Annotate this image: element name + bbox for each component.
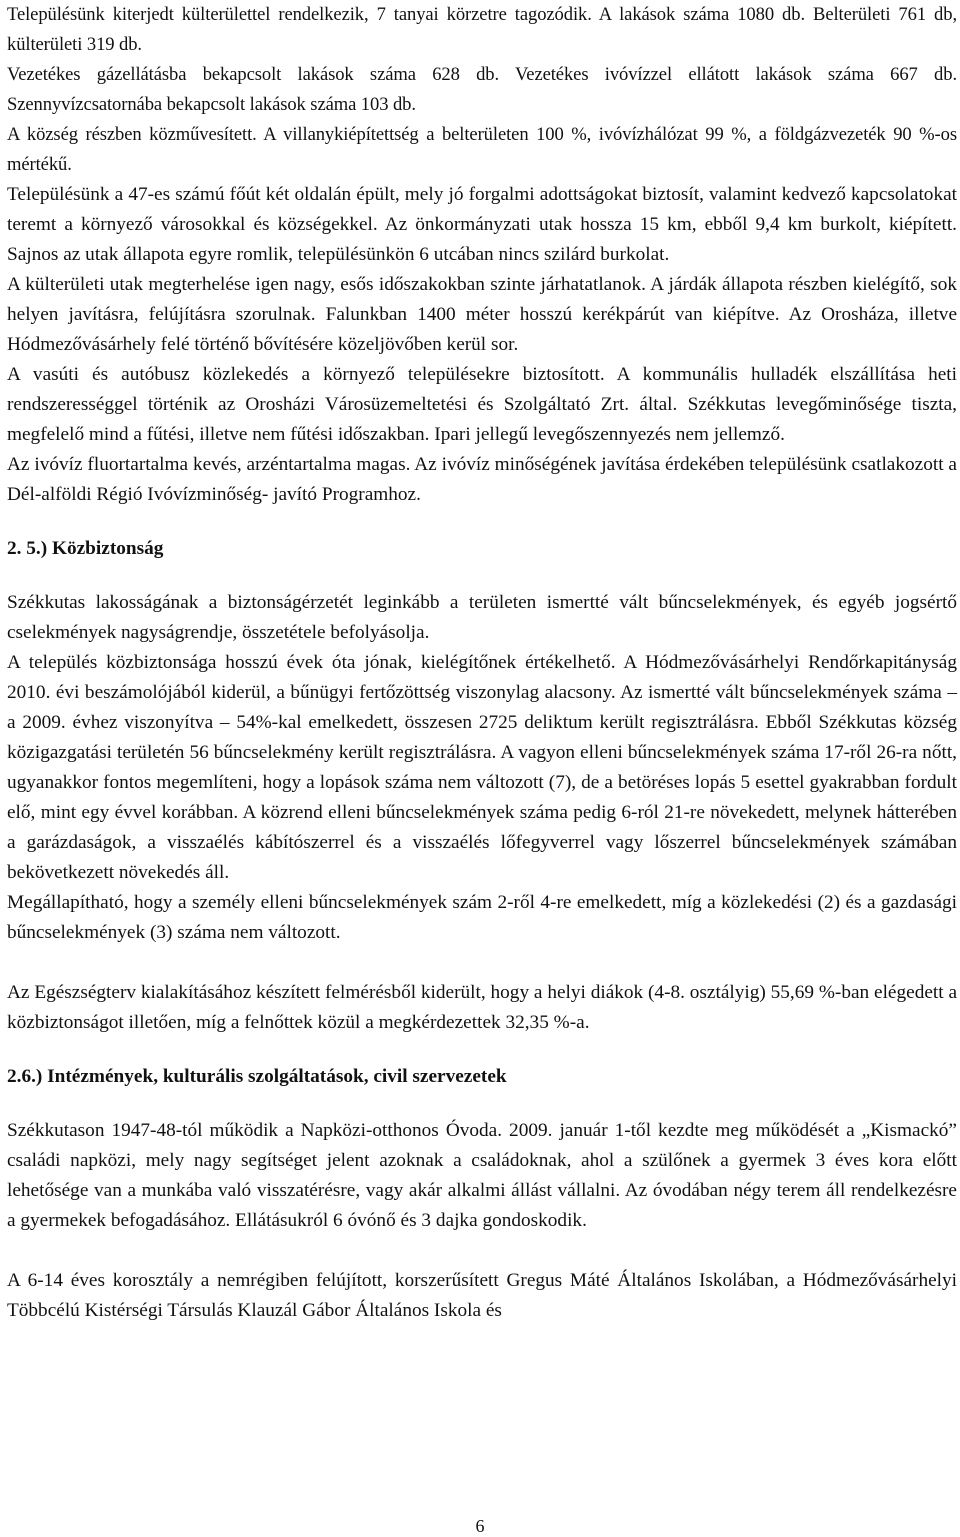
section-heading-public-safety: 2. 5.) Közbiztonság [7,538,164,559]
paragraph-crime-conclusion: Megállapítható, hogy a személy elleni bűncselekmények szám 2-ről 4-re emelkedett, míg a közlekedési (2) és a gazdasági bűncselekmények (3) száma nem változott. [7,892,957,943]
intro-block [7,0,957,180]
paragraph-sidewalks: A külterületi utak megterhelése igen nagy, esős időszakokban szinte járhatatlanok. A járdák állapota részben kielégítő, sok helyen javításra, felújításra szorulnak. Falunkban 1400 méter hosszú kerékpárút van kiépítve. Az Orosháza, illetve Hódmezővásárhely felé történő bővítésére közeljövőben kerül sor. [7,274,957,355]
paragraph-crime-stats: A település közbiztonsága hosszú évek óta jónak, kielégítőnek értékelhető. A Hódmezővásárhelyi Rendőrkapitányság 2010. évi beszámolójából kiderül, a bűnügyi fertőzöttség viszonylag alacsony. Az ismertté vált bűncselekmények száma – a 2009. évhez viszonyítva – 54%-kal emelkedett, összesen 2725 deliktum került regisztrálásra. Ebből Székkutas község közigazgatási területén 56 bűncselekmény került regisztrálásra. A vagyon elleni bűncselekmények száma 17-ről 26-ra nőtt, ugyanakkor fontos megemlíteni, hogy a lopások száma nem változott (7), de a betöréses lopás 5 esettel gyakrabban fordult elő, mint egy évvel korábban. A közrend elleni bűncselekmények száma pedig 6-ról 21-re növekedett, melynek hátterében a garázdaságok, a visszaélés kábítószerrel és a visszaélés lőfegyverrel vagy lőszerrel bűncselekmények számában bekövetkezett növekedés áll. [7,652,957,883]
paragraph-kindergarten: Székkutason 1947-48-tól működik a Napközi-otthonos Óvoda. 2009. január 1-től kezdte meg működését a „Kismackó” családi napközi, mely nagy segítséget jelent azoknak a családoknak, ahol a szülőnek a gyermek 3 éves kora előtt lehetősége van a munkába való visszatérésre, vagy akár alkalmi állást vállalni. Az óvodában négy terem áll rendelkezésre a gyermekek befogadásához. Ellátásukról 6 óvónő és 3 dajka gondoskodik. [7,1120,957,1231]
paragraph-transport: A vasúti és autóbusz közlekedés a környező településekre biztosított. A kommunális hulladék elszállítása heti rendszerességgel történik az Orosházi Városüzemeltetési és Szolgáltató Zrt. által. Székkutas levegőminősége tiszta, megfelelő mind a fűtési, illetve nem fűtési időszakban. Ipari jellegű levegőszennyezés nem jellemző. [7,364,957,445]
page-number: 6 [475,1516,485,1536]
paragraph-drinking-water: Az ivóvíz fluortartalma kevés, arzéntartalma magas. Az ivóvíz minőségének javítása érdekében településünk csatlakozott a Dél-alföldi Régió Ivóvízminőség- javító Programhoz. [7,454,957,505]
paragraph-settlement: Településünk kiterjedt külterülettel rendelkezik, 7 tanyai körzetre tagozódik. A lakások száma 1080 db. Belterületi 761 db, külterületi 319 db. [7,4,957,55]
paragraph-roads: Településünk a 47-es számú főút két oldalán épült, mely jó forgalmi adottságokat biztosít, valamint kedvező kapcsolatokat teremt a környező városokkal és községekkel. Az önkormányzati utak hossza 15 km, ebből 9,4 km burkolt, kiépített. Sajnos az utak állapota egyre romlik, településünkön 6 utcában nincs szilárd burkolat. [7,184,957,265]
paragraph-school: A 6-14 éves korosztály a nemrégiben felújított, korszerűsített Gregus Máté Általános Iskolában, a Hódmezővásárhelyi Többcélú Kistérségi Társulás Klauzál Gábor Általános Iskola és [7,1270,957,1321]
paragraph-safety-sense: Székkutas lakosságának a biztonságérzetét leginkább a területen ismertté vált bűncselekmények, és egyéb jogsértő cselekmények nagyságrendje, összetétele befolyásolja. [7,592,957,643]
paragraph-public-works: A község részben közművesített. A villanykiépítettség a belterületen 100 %, ivóvízhálózat 99 %, a földgázvezeték 90 %-os mértékű. [7,124,957,175]
paragraph-health-survey: Az Egészségterv kialakításához készített felmérésből kiderült, hogy a helyi diákok (4-8. osztályig) 55,69 %-ban elégedett a közbiztonságot illetően, míg a felnőttek közül a megkérdezettek 32,35 %-a. [7,982,957,1033]
document-page [7,0,957,1326]
paragraph-utilities: Vezetékes gázellátásba bekapcsolt lakások száma 628 db. Vezetékes ivóvízzel ellátott lakások száma 667 db. Szennyvízcsatornába bekapcsolt lakások száma 103 db. [7,64,957,115]
section-heading-institutions: 2.6.) Intézmények, kulturális szolgáltatások, civil szervezetek [7,1066,507,1087]
